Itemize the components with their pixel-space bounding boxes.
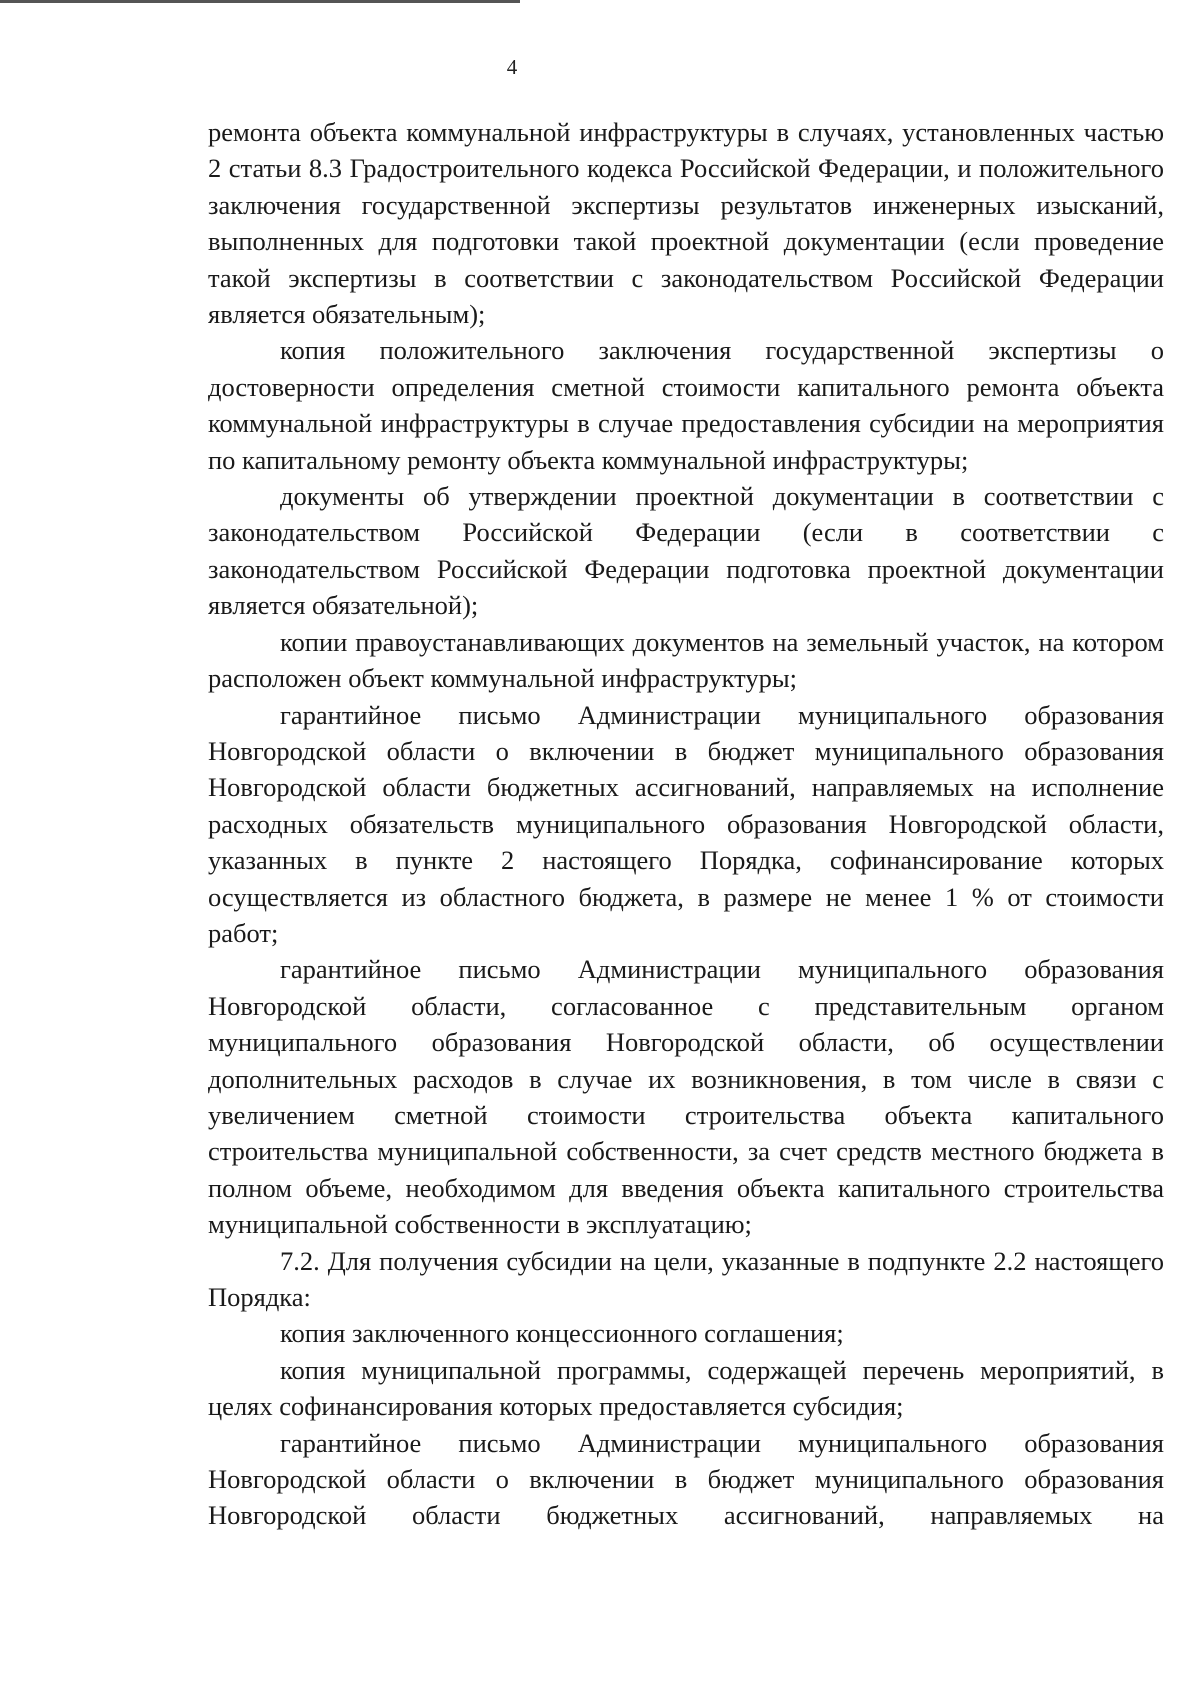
paragraph-section-7-2: 7.2. Для получения субсидии на цели, указанные в подпункте 2.2 настоящего Порядка: bbox=[208, 1245, 1164, 1312]
paragraph-continuation: ремонта объекта коммунальной инфраструктуры в случаях, установленных частью 2 статьи 8.3 Градостроительного кодекса Российской Федерации, и положительного заключения государственной экспертизы результатов инженерных изысканий, выполненных для подготовки такой проектной документации (если проведение такой экспертизы в соответствии с законодательством Российской Федерации является обязательным); bbox=[208, 117, 1164, 330]
paragraph: копия муниципальной программы, содержащей перечень мероприятий, в целях софинансирования которых предоставляется субсидия; bbox=[208, 1354, 1164, 1422]
paragraph: копия заключенного концессионного соглашения; bbox=[280, 1318, 844, 1349]
paragraph: документы об утверждении проектной документации в соответствии с законодательством Российской Федерации (если в соответствии с законодательством Российской Федерации подготовка проектной документации является обязательной); bbox=[208, 481, 1164, 621]
document-body bbox=[208, 114, 1164, 1534]
page-number: 4 bbox=[506, 55, 518, 79]
paragraph: гарантийное письмо Администрации муниципального образования Новгородской области о включении в бюджет муниципального образования Новгородской области бюджетных ассигнований, направляемых на bbox=[208, 1427, 1164, 1531]
top-border-line bbox=[0, 0, 520, 3]
paragraph: гарантийное письмо Администрации муниципального образования Новгородской области о включении в бюджет муниципального образования Новгородской области бюджетных ассигнований, направляемых на исполнение расходных обязательств муниципального образования Новгородской области, указанных в пункте 2 настоящего Порядка, софинансирование которых осуществляется из областного бюджета, в размере не менее 1 % от стоимости работ; bbox=[208, 699, 1164, 948]
paragraph: гарантийное письмо Администрации муниципального образования Новгородской области, согласованное с представительным органом муниципального образования Новгородской области, об осуществлении дополнительных расходов в случае их возникновения, в том числе в связи с увеличением сметной стоимости строительства объекта капитального строительства муниципальной собственности, за счет средств местного бюджета в полном объеме, необходимом для введения объекта капитального строительства муниципальной собственности в эксплуатацию; bbox=[208, 954, 1164, 1240]
paragraph: копии правоустанавливающих документов на земельный участок, на котором расположен объект коммунальной инфраструктуры; bbox=[208, 626, 1164, 694]
paragraph: копия положительного заключения государственной экспертизы о достоверности определения сметной стоимости капитального ремонта объекта коммунальной инфраструктуры в случае предоставления субсидии на мероприятия по капитальному ремонту объекта коммунальной инфраструктуры; bbox=[208, 335, 1164, 475]
